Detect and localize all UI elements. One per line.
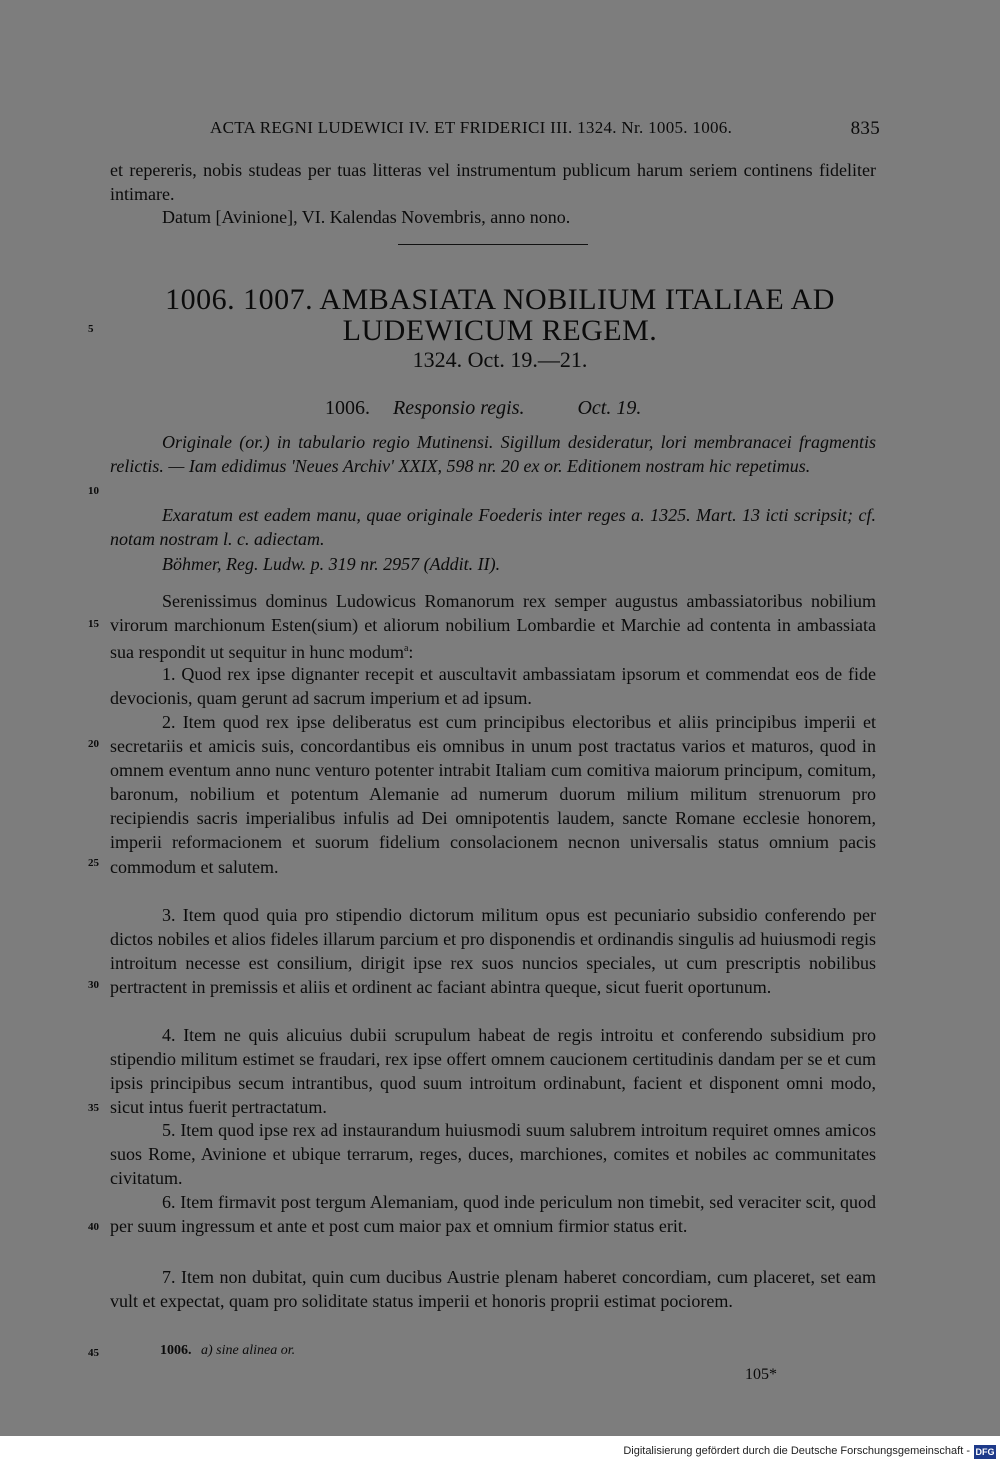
body-item: 3. Item quod quia pro stipendio dictorum militum opus est pecuniario subsidio conferendo per dictos nobiles et alios fideles illarum parcium et pro disponendis et ordinandis singulis ad huiusmodi regis introitum necesse est consilium, dirigit ipse rex suos nuncios speciales, ut cum prescriptis nobilibus pertractent in premissis et aliis et ordinent ac faciant abintra queque, sicut fuerit oportunum. [110,905,876,998]
body-item: 6. Item firmavit post tergum Alemaniam, quod inde periculum non timebit, sed veraciter scit, quod per suum ingressum et ante et post cum maior pax et omnium firmior status erit. [110,1192,876,1237]
section-date: 1324. Oct. 19.—21. [412,347,588,372]
dfg-logo: DFG [975,1447,995,1457]
body-item: 5. Item quod ipse rex ad instaurandum huiusmodi suum salubrem introitum requiret omnes amicos suos Rome, Avinione et ubique terrarum, reges, duces, marchiones, comites et nobiles ac communitates civitatum. [110,1120,876,1189]
line-number: 35 [88,1102,99,1114]
line-number: 15 [88,618,99,630]
carryover-datum: Datum [Avinione], VI. Kalendas Novembris, anno nono. [162,207,571,227]
document-heading [325,397,641,420]
body-item: 2. Item quod rex ipse deliberatus est cum principibus electoribus et aliis principibus imperii et secretariis et amicis suis, concordantibus eis omnibus in unum post tractatus varios et maturos, quod in omnem eventum anno nunc venturo potenter intrabit Italiam cum comitiva maiorum principum, comitum, baronum, nobilium et potentum Alemanie ad numerum duorum milium militum strenuorum pro recipiendis sacris imperialibus infulis ad Dei omnipotentis laudem, sancte Romane ecclesie honorem, imperii reformacionem et suorum fidelium consolacionem necnon universalis status omnium pacis commodum et salutem. [110,712,876,877]
running-title: ACTA REGNI LUDEWICI IV. ET FRIDERICI III. 1324. Nr. 1005. 1006. [210,118,733,137]
line-number: 20 [88,738,99,750]
page-number: 835 [850,118,880,139]
digitization-banner [0,1436,1000,1464]
body-item: 4. Item ne quis alicuius dubii scrupulum habeat de regis introitu et conferendo subsidium pro stipendio militum estimet se fraudari, rex ipse offert omnem caucionem certitudinis dandam per se et cum ipsis principibus secum intrantibus, quod suum introitum ordinabunt, facient et disponent omni modo, sicut intus fuerit pertractatum. [110,1025,876,1118]
apparatus-regest: Böhmer, Reg. Ludw. p. 319 nr. 2957 (Addit. II). [162,554,501,574]
line-number: 40 [88,1221,99,1233]
body-item: 1. Quod rex ipse dignanter recepit et auscultavit ambassiatam ipsorum et commendat eos de fide devocionis, quam gerunt ad sacrum imperium et ad ipsum. [110,664,876,709]
footnote-marker: a [403,643,409,655]
line-number: 25 [88,857,99,869]
running-header [210,118,880,138]
body-intro-text: Serenissimus dominus Ludowicus Romanorum rex semper augustus ambassiatoribus nobilium virorum marchionum Esten(sium) et aliorum nobilium Lombardie et Marchie ad contenta in ambassiata sua respondit ut sequitur in hunc modum [110,591,876,663]
section-divider [398,244,588,245]
footnote [160,1343,295,1359]
section-title-line-1: 1006. 1007. AMBASIATA NOBILIUM ITALIAE AD [165,283,835,316]
body-intro-end: : [408,642,414,663]
line-number: 45 [88,1347,99,1359]
document-title: Responsio regis. [393,397,525,419]
apparatus-source: Originale (or.) in tabulario regio Mutinensi. Sigillum desideratur, lori membranacei fragmentis relictis. — Iam edidimus 'Neues Archiv' XXIX, 598 nr. 20 ex or. Editionem nostram hic repetimus. [110,432,876,477]
body-intro [110,589,876,664]
section-title-line-2: LUDEWICUM REGEM. [342,314,658,347]
line-number: 10 [88,485,99,497]
line-number: 5 [88,323,94,335]
body-item: 7. Item non dubitat, quin cum ducibus Austrie plenam haberet concordiam, cum placeret, set eam vult et expectat, quam pro soliditate status imperii et honoris proprii estimat pociorem. [110,1267,876,1312]
line-number: 30 [88,979,99,991]
document-date: Oct. 19. [577,397,642,419]
apparatus-hand: Exaratum est eadem manu, quae originale Foederis inter reges a. 1325. Mart. 13 icti scripsit; cf. notam nostram l. c. adiectam. [110,505,876,550]
signature-mark: 105* [745,1366,777,1383]
banner-text: Digitalisierung gefördert durch die Deutsche Forschungsgemeinschaft - [623,1445,970,1457]
document-number: 1006. [325,397,370,419]
footnote-ref: 1006. [160,1343,192,1358]
footnote-text: a) sine alinea or. [201,1343,296,1358]
carryover-paragraph: et repereris, nobis studeas per tuas litteras vel instrumentum publicum harum seriem continens fideliter intimare. [110,160,876,205]
